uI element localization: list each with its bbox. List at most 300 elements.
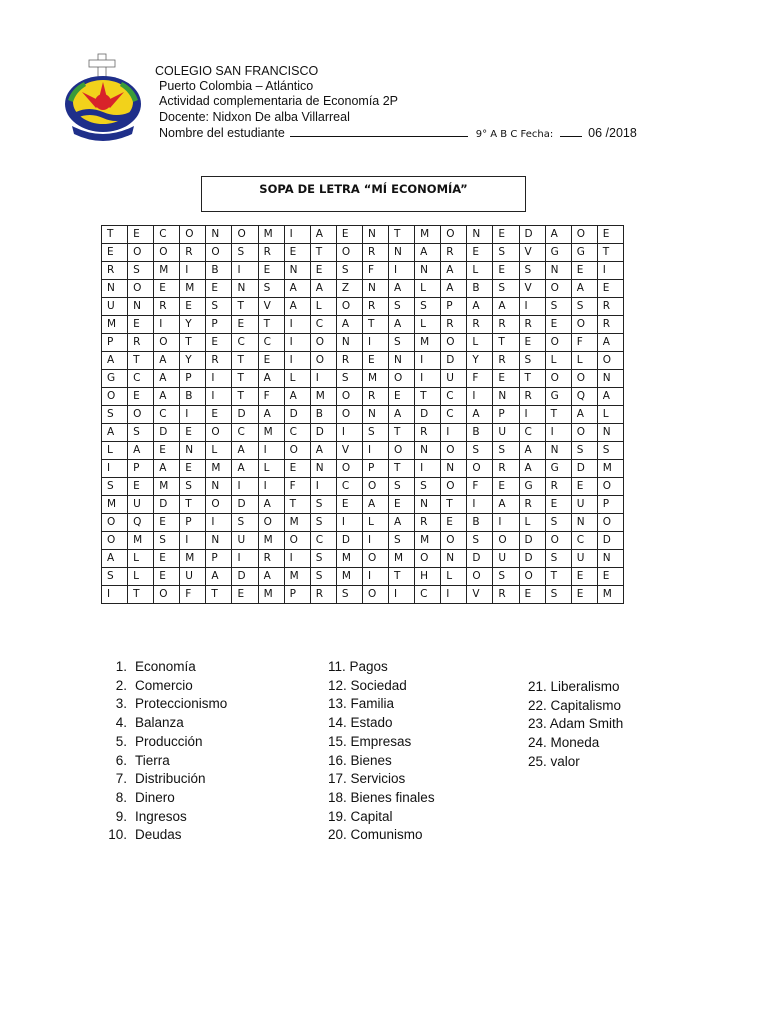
grid-cell[interactable]: P — [441, 298, 467, 316]
grid-cell[interactable]: O — [362, 586, 388, 604]
grid-cell[interactable]: A — [336, 316, 362, 334]
grid-cell[interactable]: R — [493, 316, 519, 334]
grid-cell[interactable]: T — [284, 496, 310, 514]
grid-cell[interactable]: E — [493, 370, 519, 388]
grid-cell[interactable]: I — [310, 370, 336, 388]
grid-cell[interactable]: S — [206, 298, 232, 316]
grid-cell[interactable]: C — [336, 478, 362, 496]
grid-cell[interactable]: Y — [467, 352, 493, 370]
grid-cell[interactable]: I — [493, 514, 519, 532]
grid-cell[interactable]: U — [128, 496, 154, 514]
grid-cell[interactable]: S — [493, 442, 519, 460]
grid-cell[interactable]: Y — [180, 316, 206, 334]
grid-cell[interactable]: A — [389, 514, 415, 532]
grid-cell[interactable]: O — [597, 352, 623, 370]
grid-cell[interactable]: O — [493, 532, 519, 550]
grid-cell[interactable]: S — [258, 280, 284, 298]
grid-cell[interactable]: L — [128, 568, 154, 586]
grid-cell[interactable]: E — [154, 550, 180, 568]
grid-cell[interactable]: A — [467, 298, 493, 316]
grid-cell[interactable]: T — [128, 352, 154, 370]
grid-cell[interactable]: S — [310, 514, 336, 532]
grid-cell[interactable]: E — [154, 514, 180, 532]
grid-cell[interactable]: N — [467, 226, 493, 244]
grid-cell[interactable]: S — [545, 586, 571, 604]
grid-cell[interactable]: U — [571, 550, 597, 568]
grid-cell[interactable]: N — [415, 262, 441, 280]
grid-cell[interactable]: I — [284, 316, 310, 334]
grid-cell[interactable]: O — [441, 532, 467, 550]
grid-cell[interactable]: F — [284, 478, 310, 496]
grid-cell[interactable]: D — [519, 226, 545, 244]
grid-cell[interactable]: E — [519, 334, 545, 352]
grid-cell[interactable]: A — [597, 334, 623, 352]
grid-cell[interactable]: L — [545, 352, 571, 370]
grid-cell[interactable]: D — [232, 568, 258, 586]
grid-cell[interactable]: A — [493, 298, 519, 316]
grid-cell[interactable]: I — [258, 442, 284, 460]
grid-cell[interactable]: A — [571, 280, 597, 298]
grid-cell[interactable]: E — [493, 226, 519, 244]
grid-cell[interactable]: O — [389, 370, 415, 388]
grid-cell[interactable]: B — [206, 262, 232, 280]
grid-cell[interactable]: O — [336, 388, 362, 406]
grid-cell[interactable]: N — [597, 370, 623, 388]
grid-cell[interactable]: C — [128, 370, 154, 388]
grid-cell[interactable]: O — [545, 280, 571, 298]
grid-cell[interactable]: A — [154, 370, 180, 388]
grid-cell[interactable]: C — [441, 406, 467, 424]
grid-cell[interactable]: I — [336, 424, 362, 442]
grid-cell[interactable]: L — [415, 280, 441, 298]
grid-cell[interactable]: I — [389, 586, 415, 604]
grid-cell[interactable]: N — [336, 334, 362, 352]
grid-cell[interactable]: S — [154, 532, 180, 550]
grid-cell[interactable]: M — [180, 280, 206, 298]
grid-cell[interactable]: E — [154, 568, 180, 586]
grid-cell[interactable]: U — [571, 496, 597, 514]
grid-cell[interactable]: F — [467, 478, 493, 496]
grid-cell[interactable]: A — [154, 460, 180, 478]
grid-cell[interactable]: S — [310, 550, 336, 568]
grid-cell[interactable]: T — [180, 334, 206, 352]
grid-cell[interactable]: M — [154, 478, 180, 496]
grid-cell[interactable]: E — [128, 226, 154, 244]
grid-cell[interactable]: S — [180, 478, 206, 496]
grid-cell[interactable]: R — [180, 244, 206, 262]
grid-cell[interactable]: M — [415, 226, 441, 244]
grid-cell[interactable]: A — [102, 424, 128, 442]
grid-cell[interactable]: O — [336, 460, 362, 478]
grid-cell[interactable]: L — [102, 442, 128, 460]
grid-cell[interactable]: T — [232, 370, 258, 388]
grid-cell[interactable]: E — [336, 496, 362, 514]
grid-cell[interactable]: D — [571, 460, 597, 478]
grid-cell[interactable]: E — [571, 262, 597, 280]
grid-cell[interactable]: C — [415, 586, 441, 604]
grid-cell[interactable]: E — [206, 280, 232, 298]
grid-cell[interactable]: I — [284, 334, 310, 352]
grid-cell[interactable]: S — [336, 370, 362, 388]
grid-cell[interactable]: A — [102, 550, 128, 568]
grid-cell[interactable]: I — [519, 298, 545, 316]
grid-cell[interactable]: O — [336, 244, 362, 262]
grid-cell[interactable]: A — [258, 568, 284, 586]
grid-cell[interactable]: B — [310, 406, 336, 424]
grid-cell[interactable]: N — [128, 298, 154, 316]
grid-cell[interactable]: A — [362, 496, 388, 514]
grid-cell[interactable]: C — [232, 424, 258, 442]
grid-cell[interactable]: L — [441, 568, 467, 586]
grid-cell[interactable]: S — [545, 298, 571, 316]
grid-cell[interactable]: S — [336, 586, 362, 604]
grid-cell[interactable]: T — [545, 568, 571, 586]
grid-cell[interactable]: P — [180, 370, 206, 388]
grid-cell[interactable]: I — [441, 424, 467, 442]
grid-cell[interactable]: V — [519, 244, 545, 262]
grid-cell[interactable]: L — [519, 514, 545, 532]
grid-cell[interactable]: A — [232, 460, 258, 478]
grid-cell[interactable]: N — [102, 280, 128, 298]
grid-cell[interactable]: O — [336, 298, 362, 316]
grid-cell[interactable]: C — [154, 406, 180, 424]
grid-cell[interactable]: O — [180, 226, 206, 244]
grid-cell[interactable]: O — [441, 442, 467, 460]
grid-cell[interactable]: O — [545, 532, 571, 550]
grid-cell[interactable]: I — [258, 478, 284, 496]
grid-cell[interactable]: S — [493, 280, 519, 298]
grid-cell[interactable]: E — [180, 460, 206, 478]
grid-cell[interactable]: G — [102, 370, 128, 388]
grid-cell[interactable]: N — [493, 388, 519, 406]
grid-cell[interactable]: R — [519, 388, 545, 406]
grid-cell[interactable]: A — [545, 226, 571, 244]
grid-cell[interactable]: U — [441, 370, 467, 388]
grid-cell[interactable]: C — [519, 424, 545, 442]
grid-cell[interactable]: I — [362, 568, 388, 586]
grid-cell[interactable]: O — [545, 370, 571, 388]
grid-cell[interactable]: C — [154, 226, 180, 244]
student-name-blank[interactable] — [290, 125, 468, 137]
grid-cell[interactable]: T — [415, 388, 441, 406]
grid-cell[interactable]: A — [206, 568, 232, 586]
grid-cell[interactable]: T — [232, 298, 258, 316]
grid-cell[interactable]: R — [336, 352, 362, 370]
grid-cell[interactable]: I — [180, 406, 206, 424]
grid-cell[interactable]: T — [519, 370, 545, 388]
grid-cell[interactable]: B — [180, 388, 206, 406]
grid-cell[interactable]: N — [362, 406, 388, 424]
grid-cell[interactable]: D — [284, 406, 310, 424]
grid-cell[interactable]: P — [128, 460, 154, 478]
grid-cell[interactable]: E — [102, 244, 128, 262]
grid-cell[interactable]: E — [493, 262, 519, 280]
grid-cell[interactable]: I — [102, 586, 128, 604]
grid-cell[interactable]: O — [310, 334, 336, 352]
grid-cell[interactable]: R — [441, 316, 467, 334]
grid-cell[interactable]: I — [362, 334, 388, 352]
grid-cell[interactable]: O — [415, 550, 441, 568]
grid-cell[interactable]: E — [154, 280, 180, 298]
grid-cell[interactable]: T — [389, 460, 415, 478]
grid-cell[interactable]: N — [389, 352, 415, 370]
grid-cell[interactable]: D — [519, 550, 545, 568]
grid-cell[interactable]: I — [415, 352, 441, 370]
grid-cell[interactable]: A — [284, 388, 310, 406]
grid-cell[interactable]: T — [389, 226, 415, 244]
grid-cell[interactable]: I — [336, 514, 362, 532]
grid-cell[interactable]: E — [206, 334, 232, 352]
grid-cell[interactable]: I — [441, 586, 467, 604]
grid-cell[interactable]: S — [389, 298, 415, 316]
grid-cell[interactable]: B — [467, 280, 493, 298]
grid-cell[interactable]: N — [362, 226, 388, 244]
grid-cell[interactable]: O — [519, 568, 545, 586]
grid-cell[interactable]: P — [362, 460, 388, 478]
grid-cell[interactable]: R — [415, 514, 441, 532]
grid-cell[interactable]: I — [206, 388, 232, 406]
grid-cell[interactable]: D — [415, 406, 441, 424]
grid-cell[interactable]: P — [206, 316, 232, 334]
grid-cell[interactable]: I — [284, 226, 310, 244]
grid-cell[interactable]: N — [597, 550, 623, 568]
grid-cell[interactable]: I — [206, 370, 232, 388]
grid-cell[interactable]: I — [232, 478, 258, 496]
grid-cell[interactable]: B — [467, 424, 493, 442]
grid-cell[interactable]: M — [128, 532, 154, 550]
grid-cell[interactable]: O — [102, 532, 128, 550]
grid-cell[interactable]: R — [519, 496, 545, 514]
grid-cell[interactable]: V — [258, 298, 284, 316]
grid-cell[interactable]: R — [310, 586, 336, 604]
grid-cell[interactable]: D — [336, 532, 362, 550]
grid-cell[interactable]: C — [258, 334, 284, 352]
grid-cell[interactable]: O — [102, 514, 128, 532]
grid-cell[interactable]: O — [154, 334, 180, 352]
grid-cell[interactable]: T — [389, 568, 415, 586]
grid-cell[interactable]: L — [310, 298, 336, 316]
grid-cell[interactable]: R — [362, 388, 388, 406]
grid-cell[interactable]: S — [310, 496, 336, 514]
grid-cell[interactable]: I — [545, 424, 571, 442]
grid-cell[interactable]: I — [232, 262, 258, 280]
grid-cell[interactable]: G — [545, 460, 571, 478]
grid-cell[interactable]: A — [493, 496, 519, 514]
grid-cell[interactable]: T — [232, 388, 258, 406]
grid-cell[interactable]: T — [545, 406, 571, 424]
grid-cell[interactable]: V — [336, 442, 362, 460]
grid-cell[interactable]: N — [441, 460, 467, 478]
grid-cell[interactable]: M — [415, 334, 441, 352]
grid-cell[interactable]: R — [519, 316, 545, 334]
grid-cell[interactable]: E — [206, 406, 232, 424]
grid-cell[interactable]: N — [597, 424, 623, 442]
grid-cell[interactable]: R — [493, 352, 519, 370]
grid-cell[interactable]: T — [389, 424, 415, 442]
grid-cell[interactable]: D — [232, 406, 258, 424]
grid-cell[interactable]: E — [597, 568, 623, 586]
grid-cell[interactable]: O — [284, 442, 310, 460]
grid-cell[interactable]: E — [180, 298, 206, 316]
grid-cell[interactable]: U — [232, 532, 258, 550]
grid-cell[interactable]: Q — [128, 514, 154, 532]
grid-cell[interactable]: A — [102, 352, 128, 370]
grid-cell[interactable]: S — [102, 478, 128, 496]
grid-cell[interactable]: E — [545, 496, 571, 514]
grid-cell[interactable]: M — [389, 550, 415, 568]
grid-cell[interactable]: A — [154, 352, 180, 370]
grid-cell[interactable]: C — [441, 388, 467, 406]
grid-cell[interactable]: O — [597, 514, 623, 532]
grid-cell[interactable]: O — [102, 388, 128, 406]
grid-cell[interactable]: N — [284, 262, 310, 280]
grid-cell[interactable]: D — [467, 550, 493, 568]
grid-cell[interactable]: E — [154, 442, 180, 460]
grid-cell[interactable]: T — [232, 352, 258, 370]
grid-cell[interactable]: E — [180, 424, 206, 442]
grid-cell[interactable]: R — [597, 316, 623, 334]
grid-cell[interactable]: R — [441, 244, 467, 262]
grid-cell[interactable]: O — [545, 334, 571, 352]
grid-cell[interactable]: M — [102, 316, 128, 334]
grid-cell[interactable]: S — [493, 568, 519, 586]
grid-cell[interactable]: P — [102, 334, 128, 352]
grid-cell[interactable]: O — [362, 550, 388, 568]
grid-cell[interactable]: R — [258, 244, 284, 262]
grid-cell[interactable]: S — [389, 478, 415, 496]
grid-cell[interactable]: T — [362, 316, 388, 334]
grid-cell[interactable]: M — [415, 532, 441, 550]
grid-cell[interactable]: O — [441, 478, 467, 496]
grid-cell[interactable]: L — [206, 442, 232, 460]
grid-cell[interactable]: T — [206, 586, 232, 604]
grid-cell[interactable]: N — [571, 514, 597, 532]
grid-cell[interactable]: D — [154, 496, 180, 514]
grid-cell[interactable]: H — [415, 568, 441, 586]
grid-cell[interactable]: S — [415, 298, 441, 316]
grid-cell[interactable]: M — [258, 586, 284, 604]
grid-cell[interactable]: M — [362, 370, 388, 388]
grid-cell[interactable]: L — [467, 262, 493, 280]
grid-cell[interactable]: M — [336, 550, 362, 568]
grid-cell[interactable]: M — [180, 550, 206, 568]
grid-cell[interactable]: S — [467, 532, 493, 550]
grid-cell[interactable]: O — [362, 478, 388, 496]
grid-cell[interactable]: E — [284, 460, 310, 478]
grid-cell[interactable]: E — [336, 226, 362, 244]
grid-cell[interactable]: E — [232, 316, 258, 334]
grid-cell[interactable]: A — [284, 298, 310, 316]
grid-cell[interactable]: S — [389, 532, 415, 550]
grid-cell[interactable]: S — [467, 442, 493, 460]
grid-cell[interactable]: S — [493, 244, 519, 262]
grid-cell[interactable]: O — [441, 334, 467, 352]
grid-cell[interactable]: M — [284, 514, 310, 532]
grid-cell[interactable]: O — [128, 280, 154, 298]
grid-cell[interactable]: E — [597, 280, 623, 298]
grid-cell[interactable]: A — [258, 496, 284, 514]
grid-cell[interactable]: T — [441, 496, 467, 514]
grid-cell[interactable]: L — [258, 460, 284, 478]
grid-cell[interactable]: N — [415, 496, 441, 514]
grid-cell[interactable]: S — [571, 442, 597, 460]
grid-cell[interactable]: I — [232, 550, 258, 568]
grid-cell[interactable]: M — [154, 262, 180, 280]
grid-cell[interactable]: R — [415, 424, 441, 442]
grid-cell[interactable]: L — [571, 352, 597, 370]
grid-cell[interactable]: S — [571, 298, 597, 316]
grid-cell[interactable]: M — [310, 388, 336, 406]
grid-cell[interactable]: U — [493, 424, 519, 442]
grid-cell[interactable]: S — [128, 424, 154, 442]
grid-cell[interactable]: A — [519, 442, 545, 460]
grid-cell[interactable]: O — [232, 226, 258, 244]
grid-cell[interactable]: S — [102, 406, 128, 424]
grid-cell[interactable]: F — [362, 262, 388, 280]
grid-cell[interactable]: I — [154, 316, 180, 334]
grid-cell[interactable]: N — [545, 442, 571, 460]
grid-cell[interactable]: N — [362, 280, 388, 298]
grid-cell[interactable]: O — [597, 478, 623, 496]
grid-cell[interactable]: O — [389, 442, 415, 460]
grid-cell[interactable]: Q — [571, 388, 597, 406]
grid-cell[interactable]: A — [258, 406, 284, 424]
grid-cell[interactable]: V — [467, 586, 493, 604]
grid-cell[interactable]: A — [415, 244, 441, 262]
grid-cell[interactable]: T — [493, 334, 519, 352]
grid-cell[interactable]: I — [284, 550, 310, 568]
grid-cell[interactable]: O — [441, 226, 467, 244]
grid-cell[interactable]: E — [571, 568, 597, 586]
grid-cell[interactable]: A — [597, 388, 623, 406]
grid-cell[interactable]: I — [102, 460, 128, 478]
grid-cell[interactable]: F — [180, 586, 206, 604]
grid-cell[interactable]: E — [258, 352, 284, 370]
grid-cell[interactable]: A — [519, 460, 545, 478]
grid-cell[interactable]: U — [493, 550, 519, 568]
grid-cell[interactable]: V — [519, 280, 545, 298]
grid-cell[interactable]: I — [180, 262, 206, 280]
grid-cell[interactable]: G — [545, 244, 571, 262]
grid-cell[interactable]: C — [310, 316, 336, 334]
grid-cell[interactable]: L — [128, 550, 154, 568]
grid-cell[interactable]: O — [206, 424, 232, 442]
grid-cell[interactable]: I — [519, 406, 545, 424]
grid-cell[interactable]: A — [310, 226, 336, 244]
grid-cell[interactable]: R — [362, 244, 388, 262]
grid-cell[interactable]: E — [467, 244, 493, 262]
grid-cell[interactable]: B — [467, 514, 493, 532]
grid-cell[interactable]: P — [284, 586, 310, 604]
grid-cell[interactable]: S — [519, 352, 545, 370]
grid-cell[interactable]: T — [102, 226, 128, 244]
grid-cell[interactable]: O — [284, 532, 310, 550]
grid-cell[interactable]: A — [441, 262, 467, 280]
grid-cell[interactable]: R — [102, 262, 128, 280]
grid-cell[interactable]: D — [310, 424, 336, 442]
grid-cell[interactable]: O — [571, 424, 597, 442]
grid-cell[interactable]: S — [102, 568, 128, 586]
grid-cell[interactable]: M — [258, 424, 284, 442]
grid-cell[interactable]: O — [128, 244, 154, 262]
grid-cell[interactable]: F — [467, 370, 493, 388]
grid-cell[interactable]: N — [206, 532, 232, 550]
grid-cell[interactable]: T — [128, 586, 154, 604]
grid-cell[interactable]: Y — [180, 352, 206, 370]
grid-cell[interactable]: E — [389, 388, 415, 406]
grid-cell[interactable]: P — [597, 496, 623, 514]
grid-cell[interactable]: E — [362, 352, 388, 370]
